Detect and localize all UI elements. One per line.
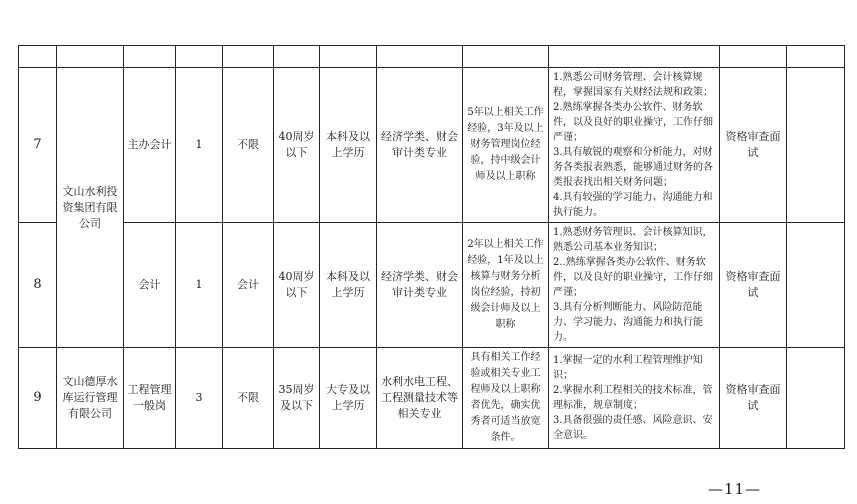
- requirement-item: 2.熟练掌握各类办公软件、财务软件，以及良好的职业操守，工作仔细严谨；: [553, 102, 713, 143]
- page-number: —11—: [708, 480, 762, 498]
- major-requirement-cell: 会计: [223, 223, 274, 348]
- field-cell: 经济学类、财会审计类专业: [377, 68, 463, 223]
- cell-top: [720, 46, 787, 68]
- cell-top: [176, 46, 223, 68]
- remark-cell: [787, 68, 845, 223]
- cell-top: [223, 46, 274, 68]
- cell-top: [787, 46, 845, 68]
- row-number: 7: [19, 68, 57, 223]
- employer-cell: 文山水利投资集团有限公司: [57, 68, 124, 348]
- field-cell: 水利水电工程、工程测量技术等相关专业: [377, 348, 463, 449]
- method-cell: 资格审查面试: [720, 68, 787, 223]
- row-number: 9: [19, 348, 57, 449]
- cell-top: [549, 46, 720, 68]
- method-cell: 资格审查面试: [720, 348, 787, 449]
- table-row: [19, 348, 845, 449]
- row-number: 8: [19, 223, 57, 348]
- requirement-item: 2.掌握水利工程相关的技术标准，管理标准，规章制度；: [553, 385, 713, 411]
- requirement-item: 3.具备很强的责任感、风险意识、安全意识。: [553, 415, 713, 441]
- education-cell: 本科及以上学历: [320, 223, 377, 348]
- requirements-cell: [549, 68, 720, 223]
- requirement-item: 4.具有较强的学习能力、沟通能力和执行能力。: [553, 192, 713, 218]
- count-cell: 1: [176, 68, 223, 223]
- experience-cell: 2年以上相关工作经验，1年及以上核算与财务分析岗位经验，持初级会计师及以上职称: [463, 223, 549, 348]
- age-cell: 40周岁以下: [274, 68, 320, 223]
- experience-cell: 具有相关工作经验或相关专业工程师及以上职称者优先，确实优秀者可适当放宽条件。: [463, 348, 549, 449]
- remark-cell: [787, 223, 845, 348]
- recruitment-table: [18, 45, 845, 449]
- position-cell: 会计: [124, 223, 176, 348]
- employer-cell: 文山德厚水库运行管理有限公司: [57, 348, 124, 449]
- education-cell: 大专及以上学历: [320, 348, 377, 449]
- major-requirement-cell: 不限: [223, 348, 274, 449]
- requirement-item: 1.掌握一定的水利工程管理维护知识；: [553, 355, 703, 381]
- method-cell: 资格审查面试: [720, 223, 787, 348]
- requirements-cell: [549, 223, 720, 348]
- cell-top: [274, 46, 320, 68]
- requirements-cell: [549, 348, 720, 449]
- count-cell: 1: [176, 223, 223, 348]
- requirement-item: 1.熟悉财务管理识、会计核算知识，熟悉公司基本业务知识；: [553, 227, 713, 253]
- major-requirement-cell: 不限: [223, 68, 274, 223]
- remark-cell: [787, 348, 845, 449]
- count-cell: 3: [176, 348, 223, 449]
- field-cell: 经济学类、财会审计类专业: [377, 223, 463, 348]
- requirement-item: 2..熟练掌握各类办公软件、财务软件，以及良好的职业操守，工作仔细严谨；: [553, 257, 713, 298]
- position-cell: 主办会计: [124, 68, 176, 223]
- requirement-item: 3.具有分析判断能力、风险防范能力、学习能力、沟通能力和执行能力。: [553, 302, 703, 343]
- table-row: [19, 223, 845, 348]
- requirement-item: 3.具有敏锐的观察和分析能力，对财务各类报表熟悉，能够通过财务的各类报表找出相关财务问题；: [553, 147, 713, 188]
- table-row-top-continuation: [19, 46, 845, 68]
- cell-top: [19, 46, 57, 68]
- table-row: [19, 68, 845, 223]
- education-cell: 本科及以上学历: [320, 68, 377, 223]
- experience-cell: 5年以上相关工作经验，3年及以上财务管理岗位经验，持中级会计师及以上职称: [463, 68, 549, 223]
- cell-top: [377, 46, 463, 68]
- cell-top: [320, 46, 377, 68]
- age-cell: 40周岁以下: [274, 223, 320, 348]
- cell-top: [124, 46, 176, 68]
- cell-top: [463, 46, 549, 68]
- requirement-item: 1.熟悉公司财务管理、会计核算规程，掌握国家有关财经法规和政策；: [553, 72, 713, 98]
- cell-top: [57, 46, 124, 68]
- position-cell: 工程管理一般岗: [124, 348, 176, 449]
- age-cell: 35周岁及以下: [274, 348, 320, 449]
